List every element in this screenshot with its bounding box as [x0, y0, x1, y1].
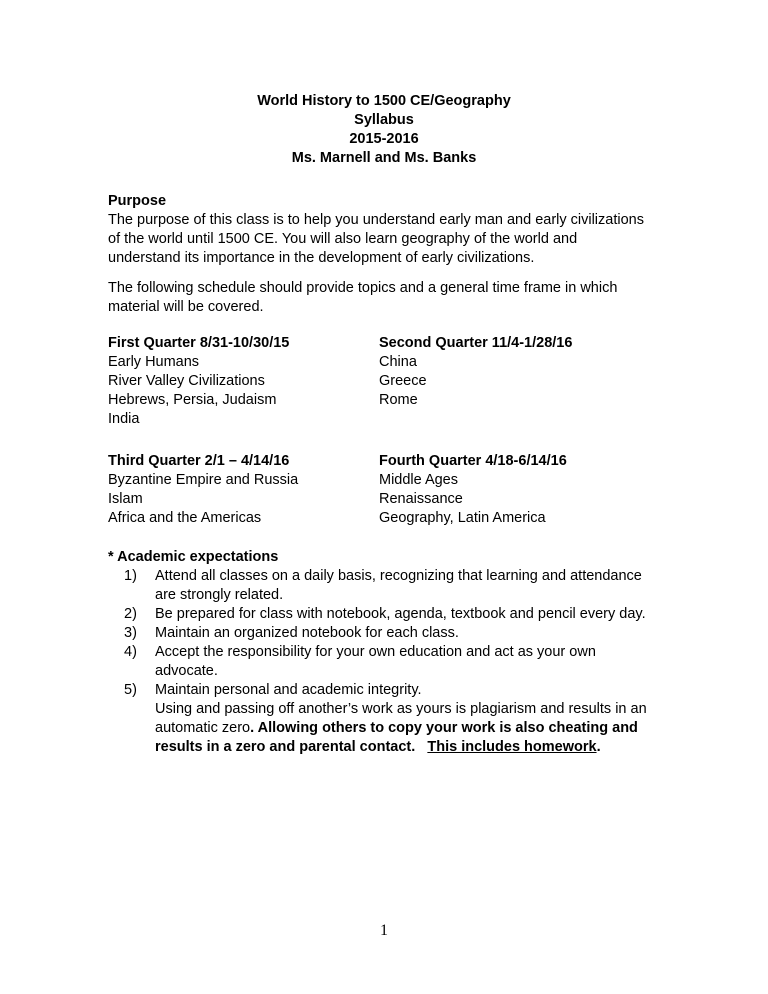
expectations-heading: * Academic expectations — [108, 549, 279, 565]
quarter-title: First Quarter 8/31-10/30/15 — [108, 335, 290, 351]
list-item — [108, 643, 668, 681]
list-item — [108, 624, 668, 643]
list-item — [108, 605, 668, 624]
item-text: Maintain personal and academic integrity. — [155, 682, 422, 698]
item-number: 3) — [124, 625, 137, 641]
quarter-topic: Greece — [379, 373, 427, 389]
item-number: 2) — [124, 606, 137, 622]
item-number: 1) — [124, 568, 137, 584]
quarter-topic: Islam — [108, 491, 143, 507]
quarter-topic: Rome — [379, 392, 418, 408]
quarter-title: Third Quarter 2/1 – 4/14/16 — [108, 453, 290, 469]
document-header — [0, 92, 768, 168]
integrity-period: . — [596, 739, 601, 755]
page-number: 1 — [380, 922, 388, 939]
school-year: 2015-2016 — [349, 131, 419, 147]
quarter-topic: China — [379, 354, 417, 370]
schedule-intro-line: The following schedule should provide topics and a general time frame in which — [108, 280, 618, 296]
purpose-section — [108, 192, 668, 268]
quarter-topic: Early Humans — [108, 354, 200, 370]
item-text: are strongly related. — [155, 587, 284, 603]
quarter-title: Second Quarter 11/4-1/28/16 — [379, 335, 573, 351]
item-text: Attend all classes on a daily basis, recognizing that learning and attendance — [155, 568, 642, 584]
integrity-text — [155, 738, 668, 757]
integrity-plain: automatic zero — [155, 720, 251, 736]
first-quarter — [108, 334, 289, 429]
purpose-line: understand its importance in the development of early civilizations. — [108, 250, 535, 266]
integrity-bold: results in a zero and parental contact. — [155, 739, 428, 755]
quarter-title: Fourth Quarter 4/18-6/14/16 — [379, 453, 567, 469]
schedule-intro — [108, 279, 668, 317]
second-quarter — [379, 334, 572, 410]
fourth-quarter — [379, 452, 567, 528]
quarter-topic: River Valley Civilizations — [108, 373, 265, 389]
quarter-topic: Middle Ages — [379, 472, 458, 488]
item-number: 5) — [124, 682, 137, 698]
item-number: 4) — [124, 644, 137, 660]
list-item — [108, 681, 668, 757]
document-type: Syllabus — [354, 112, 414, 128]
quarter-topic: Hebrews, Persia, Judaism — [108, 392, 277, 408]
homework-emphasis: This includes homework — [427, 739, 597, 755]
purpose-line: The purpose of this class is to help you understand early man and early civilizations — [108, 212, 644, 228]
integrity-bold: . Allowing others to copy your work is also cheating and — [250, 720, 638, 736]
schedule-intro-line: material will be covered. — [108, 299, 264, 315]
integrity-text: Using and passing off another’s work as yours is plagiarism and results in an — [155, 701, 647, 717]
expectations-list — [108, 567, 668, 757]
teachers: Ms. Marnell and Ms. Banks — [291, 150, 477, 166]
item-text: advocate. — [155, 663, 218, 679]
list-item — [108, 567, 668, 605]
quarter-topic: Renaissance — [379, 491, 463, 507]
quarter-topic: Byzantine Empire and Russia — [108, 472, 299, 488]
item-text: Maintain an organized notebook for each class. — [155, 625, 459, 641]
quarter-topic: Geography, Latin America — [379, 510, 546, 526]
item-text: Be prepared for class with notebook, agenda, textbook and pencil every day. — [155, 606, 646, 622]
purpose-heading: Purpose — [108, 193, 167, 209]
quarter-topic: India — [108, 411, 140, 427]
course-title: World History to 1500 CE/Geography — [257, 93, 511, 109]
quarter-topic: Africa and the Americas — [108, 510, 262, 526]
item-text: Accept the responsibility for your own education and act as your own — [155, 644, 596, 660]
third-quarter — [108, 452, 298, 528]
purpose-line: of the world until 1500 CE. You will also learn geography of the world and — [108, 231, 578, 247]
integrity-text — [155, 719, 668, 738]
